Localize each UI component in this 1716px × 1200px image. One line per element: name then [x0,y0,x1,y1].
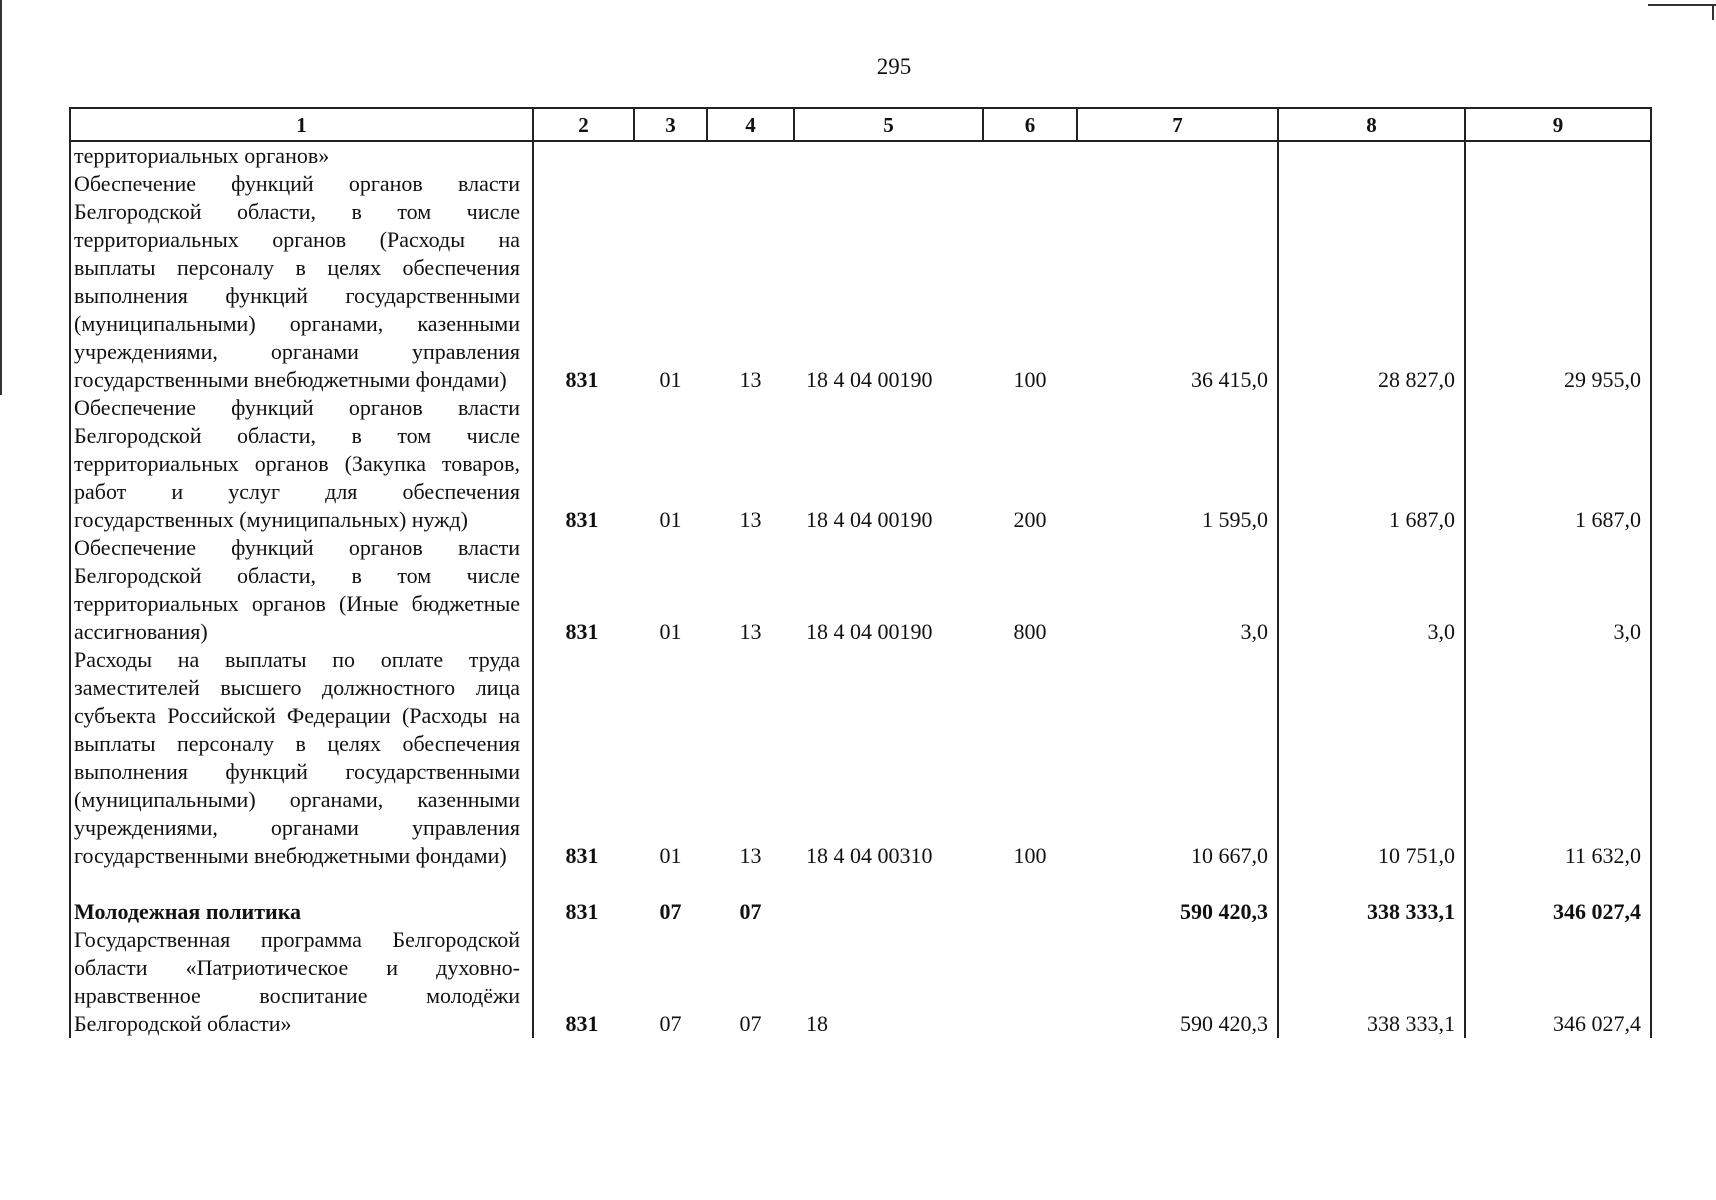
row-description: Расходы на выплаты по оплате труда заместителей высшего должностного лица субъекта Российской Федерации (Расходы на выплаты персоналу в целях обеспечения выполнения функций государственными (муниципальными) органами, казенными учреждениями, органами управления государственными внебюджетными фондами) [70,646,533,870]
table-row [70,534,1651,646]
column-header: 8 [1278,108,1465,141]
cell-col9: 29 955,0 [1465,170,1651,394]
column-header: 4 [707,108,794,141]
cell-col7: 1 595,0 [1202,507,1268,532]
table-row-section [70,898,1651,926]
cell-col9: 3,0 [1465,534,1651,646]
table-row [70,394,1651,534]
cell-col4: 07 [739,1011,762,1036]
cell-col6: 200 [1013,507,1047,532]
cell-col5: 18 4 04 00190 [806,367,933,392]
cell-col9: 346 027,4 [1465,926,1651,1038]
cell-col7: 3,0 [1240,619,1268,644]
cell-col5 [794,141,983,170]
cell-col3 [634,141,707,170]
cell-col7 [1077,141,1278,170]
cell-col4: 13 [739,843,762,868]
cell-col4: 13 [739,367,762,392]
column-header: 5 [794,108,983,141]
cell-col8: 28 827,0 [1278,170,1465,394]
cell-col7: 36 415,0 [1191,367,1268,392]
table-row [70,170,1651,394]
row-description: Обеспечение функций органов власти Белгородской области, в том числе территориальных органов (Иные бюджетные ассигнования) [70,534,533,646]
cell-col8 [1278,141,1465,170]
cell-col9 [1465,141,1651,170]
column-header: 3 [634,108,707,141]
column-header: 1 [70,108,533,141]
cell-col6: 100 [1013,367,1047,392]
cell-col2: 831 [533,534,634,646]
cell-col2 [533,141,634,170]
row-description: Государственная программа Белгородской области «Патриотическое и духовно-нравственное воспитание молодёжи Белгородской области» [70,926,533,1038]
cell-col7: 590 420,3 [1180,1011,1268,1036]
cell-col8: 10 751,0 [1278,646,1465,870]
cell-col3: 01 [659,843,682,868]
cell-col9: 346 027,4 [1465,898,1651,926]
cell-col8: 338 333,1 [1278,898,1465,926]
table-row [70,646,1651,870]
cell-col3: 07 [659,899,682,924]
cell-col6 [983,141,1077,170]
cell-col3: 01 [659,507,682,532]
column-header: 7 [1077,108,1278,141]
table-row [70,926,1651,1038]
cell-col2: 831 [533,926,634,1038]
cell-col4 [707,141,794,170]
column-header: 2 [533,108,634,141]
row-description: Обеспечение функций органов власти Белгородской области, в том числе территориальных органов (Закупка товаров, работ и услуг для обеспечения государственных (муниципальных) нужд) [70,394,533,534]
cell-col2: 831 [533,170,634,394]
cell-col5: 18 [806,1011,828,1036]
cell-col4: 07 [739,899,762,924]
cell-col3: 01 [659,619,682,644]
cell-col6: 100 [1013,843,1047,868]
cell-col6: 800 [1013,619,1047,644]
page-number: 295 [876,54,912,79]
cell-col5: 18 4 04 00310 [806,843,933,868]
cell-col6 [983,926,1077,1038]
row-spacer [70,870,1651,898]
cell-col4: 13 [739,619,762,644]
column-header: 6 [983,108,1077,141]
cell-col7: 10 667,0 [1191,843,1268,868]
table-header-row [70,108,1651,141]
cell-col6 [983,898,1077,926]
budget-table [69,107,1652,1038]
cell-col7: 590 420,3 [1180,899,1268,924]
cell-col2: 831 [533,898,634,926]
cell-col8: 3,0 [1278,534,1465,646]
cell-col8: 1 687,0 [1278,394,1465,534]
section-title: Молодежная политика [70,898,533,926]
cell-col2: 831 [533,646,634,870]
cell-col5: 18 4 04 00190 [806,507,933,532]
row-description: территориальных органов» [70,141,533,170]
corner-mark [1712,4,1714,20]
cell-col5 [794,898,983,926]
cell-col5: 18 4 04 00190 [806,619,933,644]
cell-col9: 11 632,0 [1465,646,1651,870]
cell-col8: 338 333,1 [1278,926,1465,1038]
column-header: 9 [1465,108,1651,141]
cell-col3: 07 [659,1011,682,1036]
cell-col2: 831 [533,394,634,534]
cell-col9: 1 687,0 [1465,394,1651,534]
cell-col3: 01 [659,367,682,392]
row-description: Обеспечение функций органов власти Белгородской области, в том числе территориальных органов (Расходы на выплаты персоналу в целях обеспечения выполнения функций государственными (муниципальными) органами, казенными учреждениями, органами управления государственными внебюджетными фондами) [70,170,533,394]
table-row [70,141,1651,170]
cell-col4: 13 [739,507,762,532]
corner-mark [1648,4,1716,6]
